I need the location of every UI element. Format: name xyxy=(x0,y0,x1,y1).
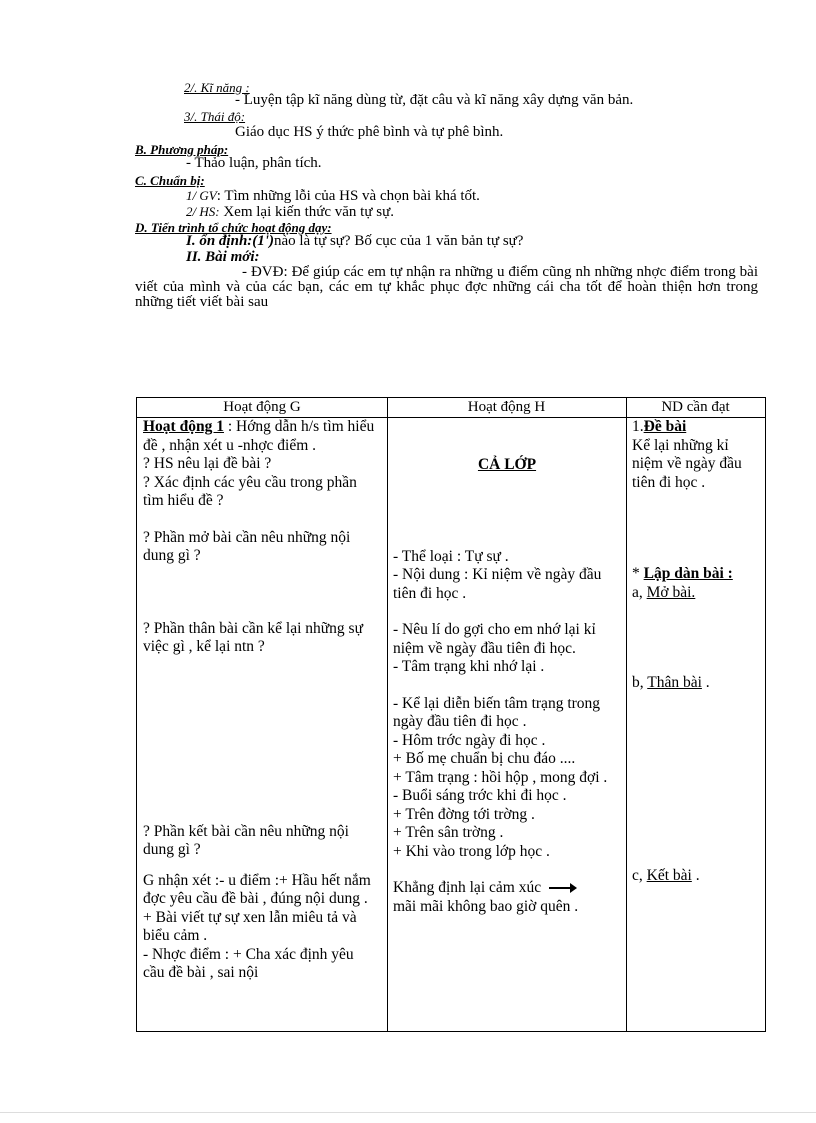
debai-heading xyxy=(632,418,762,437)
intro-paragraph xyxy=(135,265,758,310)
hs-label: 2/ HS: xyxy=(186,204,220,219)
answer-khangdinh xyxy=(393,879,621,898)
section-phuongphap-text: - Thảo luận, phân tích. xyxy=(186,155,322,171)
thanbai-prefix: b, xyxy=(632,674,648,691)
ca-lop-label: CẢ LỚP xyxy=(477,456,537,473)
section-kinang-label: 2/. Kĩ năng : xyxy=(184,80,250,95)
hd1-paragraph xyxy=(143,418,379,455)
section-thaido-text: Giáo dục HS ý thức phê bình và tự phê bình. xyxy=(235,124,504,140)
answer-theloai: - Thể loại : Tự sự . xyxy=(393,547,509,565)
header-nd-can-dat: ND cần đạt xyxy=(661,399,730,415)
answer-santruong: + Trên sân trờng . xyxy=(393,824,504,841)
answer-hoihop: + Tâm trạng : hồi hộp , mong đợi . xyxy=(393,768,608,786)
thanbai-item xyxy=(632,674,762,693)
page-bottom-rule xyxy=(0,1112,816,1113)
mobai-label: Mở bài. xyxy=(646,583,696,601)
debai-text: Kể lại những kỉ niệm về ngày đầu tiên đi học . xyxy=(632,436,742,491)
col-nd-can-dat xyxy=(632,418,762,885)
ketbai-suffix: . xyxy=(691,866,700,884)
question-yeucau: ? Xác định các yêu cầu trong phần tìm hiểu đề ? xyxy=(143,473,357,509)
answer-tamtrang: - Tâm trạng khi nhớ lại . xyxy=(393,658,545,675)
answer-buoisang: - Buổi sáng trớc khi đi học . xyxy=(393,787,567,804)
section-chuanbi-label: C. Chuẩn bị: xyxy=(135,173,205,188)
section-phuongphap-label: B. Phương pháp: xyxy=(135,142,229,157)
hs-text: Xem lại kiến thức văn tự sự. xyxy=(223,204,394,220)
gv-text: : Tìm những lỗi của HS và chọn bài khá tốt. xyxy=(216,188,480,204)
answer-maimai: mãi mãi không bao giờ quên . xyxy=(393,897,579,915)
nhanxet-uudiem: G nhận xét :- u điểm :+ Hầu hết nắm đợc yêu cầu đề bài , đúng nội dung . xyxy=(143,871,371,907)
question-debai: ? HS nêu lại đề bài ? xyxy=(143,455,272,472)
mobai-item xyxy=(632,584,762,603)
question-mobai: ? Phần mở bài cần nêu những nội dung gì ? xyxy=(143,528,351,564)
ondinh-label: I. ổn định:(1') xyxy=(186,233,274,249)
col-hoat-dong-g xyxy=(143,418,379,983)
gv-label: 1/ GV xyxy=(186,188,217,203)
col-hoat-dong-h xyxy=(393,418,621,916)
lesson-table xyxy=(136,397,766,1032)
header-hoat-dong-h: Hoạt động H xyxy=(467,399,546,415)
lapdanbai-label: Lập dàn bài : xyxy=(643,565,733,582)
lapdanbai-star: * xyxy=(632,565,644,582)
lapdanbai-heading xyxy=(632,565,762,584)
debai-num: 1. xyxy=(632,418,644,435)
ketbai-label: Kết bài xyxy=(646,866,692,884)
debai-label: Đề bài xyxy=(643,418,687,435)
answer-bome: + Bố mẹ chuẩn bị chu đáo .... xyxy=(393,750,576,767)
question-ketbai: ? Phần kết bài cần nêu những nội dung gì ? xyxy=(143,822,349,858)
answer-lophoc: + Khi vào trong lớp học . xyxy=(393,842,550,860)
nhanxet-nhuocdiem: - Nhợc điểm : + Cha xác định yêu cầu đề bài , sai nội xyxy=(143,945,354,981)
thanbai-label: Thân bài xyxy=(647,674,702,691)
baimoi-label: II. Bài mới: xyxy=(186,249,260,265)
answer-lido: - Nêu lí do gợi cho em nhớ lại kỉ niệm về ngày đầu tiên đi học. xyxy=(393,621,596,657)
ondinh-text: nào là tự sự? Bố cục của 1 văn bản tự sự? xyxy=(273,233,524,249)
section-kinang-text: - Luyện tập kĩ năng dùng từ, đặt câu và kĩ năng xây dựng văn bản. xyxy=(235,92,634,108)
intro-text: - ĐVĐ: Để giúp các em tự nhận ra những u điểm cũng nh những nhợc điểm trong bài viết của mình và của các bạn, các em tự khắc phục đợc những cái cha tốt để hoàn thiện hơn trong những tiết viết bài sau xyxy=(135,264,758,310)
table-divider xyxy=(387,398,388,1031)
answer-trenduong: + Trên đờng tới trờng . xyxy=(393,805,535,823)
section-tientrinh-label: D. Tiến trình tổ chức hoạt động dạy: xyxy=(135,220,332,235)
ketbai-prefix: c, xyxy=(632,866,647,884)
answer-dienbien: - Kể lại diễn biến tâm trạng trong ngày đầu tiên đi học . xyxy=(393,694,601,730)
ondinh-line xyxy=(186,233,523,250)
mobai-prefix: a, xyxy=(632,583,647,601)
header-hoat-dong-g: Hoạt động G xyxy=(223,399,301,415)
nhanxet-xenlan: + Bài viết tự sự xen lẫn miêu tả và biểu cảm . xyxy=(143,908,357,944)
khangdinh-text: Khẳng định lại cảm xúc xyxy=(393,879,542,896)
table-divider xyxy=(626,398,627,1031)
right-arrow-icon xyxy=(549,887,575,889)
answer-homtruoc: - Hôm trớc ngày đi học . xyxy=(393,731,546,749)
hd1-title: Hoạt động 1 xyxy=(143,418,224,435)
question-thanbai: ? Phần thân bài cần kể lại những sự việc gì , kể lại ntn ? xyxy=(143,619,363,655)
ketbai-item xyxy=(632,867,762,886)
section-thaido-label: 3/. Thái độ: xyxy=(184,109,246,124)
answer-noidung: - Nội dung : Kỉ niệm về ngày đầu tiên đi học . xyxy=(393,566,602,602)
hd1-text: : Hớng dẫn h/s tìm hiểu đề , nhận xét u -nhợc điểm . xyxy=(143,418,375,454)
thanbai-suffix: . xyxy=(701,674,710,691)
